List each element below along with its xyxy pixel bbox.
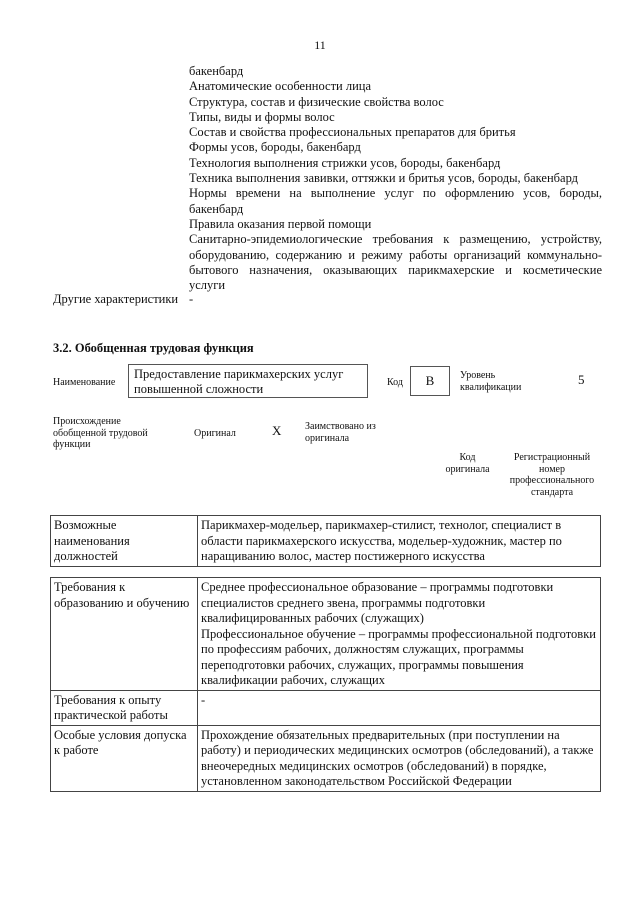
list-item: бакенбард [189, 64, 244, 78]
section-heading: 3.2. Обобщенная трудовая функция [53, 341, 254, 355]
page-number: 11 [314, 38, 326, 52]
registration-number-label: Регистрационный номер профессионального стандарта [509, 452, 595, 498]
positions-value: Парикмахер-модельер, парикмахер-стилист, технолог, специалист в области парикмахерского искусства, модельер-художник, мастер по наращиванию волос, мастер постижерного искусства [198, 516, 601, 567]
level-label: Уровень квалификации [460, 370, 522, 393]
education-paragraph: Среднее профессиональное образование – программы подготовки специалистов среднего звена, программы подготовки квалифицированных рабочих (служащих) [201, 580, 554, 625]
name-label: Наименование [53, 377, 116, 388]
list-item: Состав и свойства профессиональных препаратов для бритья [189, 125, 516, 140]
experience-label: Требования к опыту практической работы [51, 690, 198, 725]
code-label: Код [387, 377, 403, 388]
list-item: Технология выполнения стрижки усов, бороды, бакенбард [189, 155, 501, 170]
level-value: 5 [578, 372, 585, 387]
other-characteristics-value: - [189, 292, 194, 306]
positions-table [50, 515, 601, 567]
origin-label: Происхождение обобщенной трудовой функции [53, 416, 148, 450]
original-label: Оригинал [194, 428, 236, 439]
list-item: Нормы времени на выполнение услуг по оформлению усов, бороды, бакенбард [189, 186, 602, 216]
original-mark: Х [272, 423, 282, 438]
education-value [198, 578, 601, 691]
education-paragraph: Профессиональное обучение – программы профессиональной подготовки по профессиям рабочих, должностям служащих, программы переподготовки рабочих, служащих, программы повышения квалификации рабочих, служащих [201, 626, 596, 687]
list-item: Анатомические особенности лица [189, 79, 372, 94]
list-item: Санитарно-эпидемиологические требования к размещению, устройству, оборудованию, содержанию и режиму работы организаций коммунально-бытового назначения, оказывающих парикмахерские и косметические услуги [189, 232, 602, 293]
experience-value: - [198, 690, 601, 725]
knowledge-list-continued [189, 64, 602, 293]
requirements-table [50, 577, 601, 792]
education-label: Требования к образованию и обучению [51, 578, 198, 691]
original-code-label: Код оригинала [445, 452, 490, 475]
list-item: Структура, состав и физические свойства волос [189, 94, 444, 109]
code-value: В [410, 366, 450, 396]
other-characteristics-label: Другие характеристики [53, 292, 179, 306]
name-value: Предоставление парикмахерских услуг повышенной сложности [128, 364, 368, 398]
admission-conditions-value: Прохождение обязательных предварительных (при поступлении на работу) и периодических медицинских осмотров (обследований), а также внеочередных медицинских осмотров (обследований) в порядке, установленном законодательством Российской Федерации [198, 725, 601, 791]
list-item: Формы усов, бороды, бакенбард [189, 140, 361, 155]
borrowed-label: Заимствовано из оригинала [305, 421, 376, 444]
list-item: Техника выполнения завивки, оттяжки и бритья усов, бороды, бакенбард [189, 171, 579, 186]
list-item: Правила оказания первой помощи [189, 216, 372, 231]
list-item: Типы, виды и формы волос [189, 109, 335, 124]
positions-label: Возможные наименования должностей [51, 516, 198, 567]
admission-conditions-label: Особые условия допуска к работе [51, 725, 198, 791]
